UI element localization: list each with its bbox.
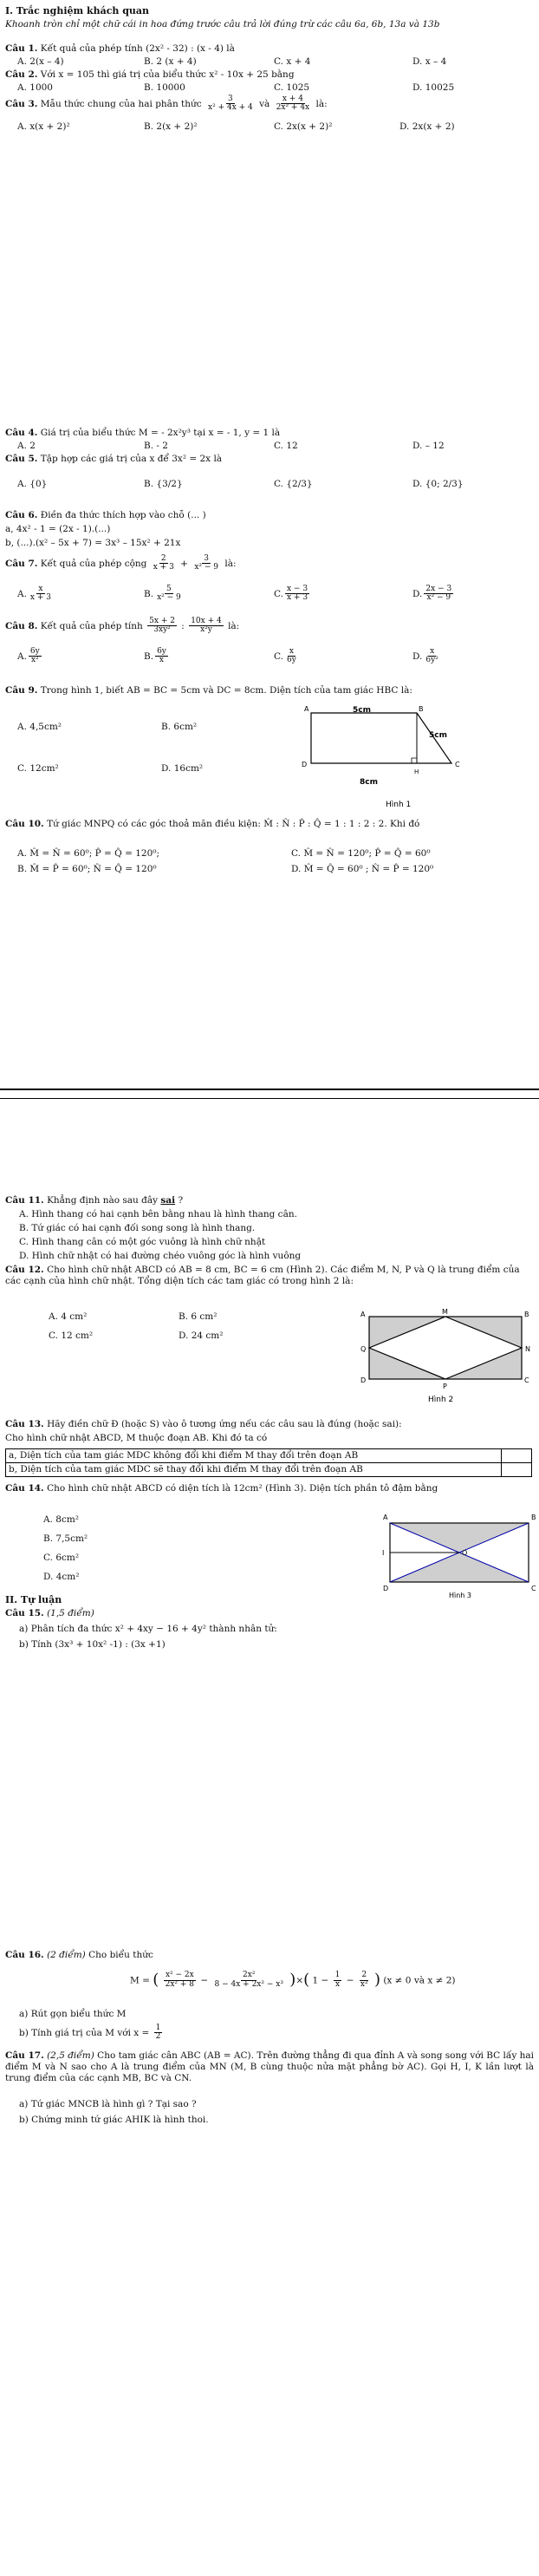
question-label: Câu 7. — [5, 558, 38, 569]
true-false-table — [5, 1448, 532, 1477]
part-b-text: b) Tính giá trị của M với x = — [19, 2027, 150, 2038]
numerator: 1 — [334, 1971, 341, 1980]
question-11 — [5, 1195, 534, 1206]
question-text: Cho hình chữ nhật ABCD có AB = 8 cm, BC = 6 cm (Hình 2). Các điểm M, N, P và Q là trung điểm của các cạnh của hình chữ nhật. Tổng diện tích các tam giác có trong hình 2 là: — [5, 1265, 520, 1287]
q16-part-a[interactable]: a) Rút gọn biểu thức M — [19, 2009, 127, 2019]
question-text: Kết quả của phép tính (2x² - 32) : (x - 4) là — [40, 43, 235, 54]
score: (1,5 điểm) — [47, 1608, 94, 1618]
score: (2,5 điểm) — [47, 2050, 94, 2061]
question-label: Câu 4. — [5, 428, 38, 438]
denominator: x + 3 — [29, 593, 51, 603]
numerator: x − 3 — [287, 585, 308, 593]
question-text: Với x = 105 thì giá trị của biểu thức x² - 10x + 25 bằng — [40, 69, 295, 80]
q15-part-a[interactable]: a) Phân tích đa thức x² + 4xy − 16 + 4y² thành nhân tử: — [19, 1624, 277, 1634]
option-d[interactable]: D. x – 4 — [412, 56, 447, 67]
denominator: 2 — [155, 2032, 161, 2042]
option-b[interactable]: B. 6 cm² — [179, 1311, 218, 1322]
option-a[interactable]: A. 4 cm² — [49, 1311, 88, 1322]
statement-a: a, Diện tích của tam giác MDC không đổi khi điểm M thay đổi trên đoạn AB — [6, 1449, 502, 1463]
numerator: 6y — [157, 647, 166, 656]
question-text: Mẫu thức chung của hai phân thức — [40, 98, 202, 109]
fraction — [334, 1971, 342, 1989]
fraction — [213, 1971, 285, 1989]
option-letter: A. — [17, 588, 27, 599]
denominator: x² − 9 — [157, 593, 181, 603]
shaded-region-bottom — [390, 1553, 529, 1582]
label-n: N — [525, 1345, 530, 1353]
question-label: Câu 17. — [5, 2050, 44, 2061]
instruction: Khoanh tròn chỉ một chữ cái in hoa đứng trước câu trả lời đúng trừ các câu 6a, 6b, 13a và 13b — [5, 19, 440, 29]
expr-mid: 1 − — [312, 1975, 329, 1986]
page-divider — [0, 1098, 539, 1099]
q6-part-b[interactable]: b, (...).(x² – 5x + 7) = 3x³ – 15x² + 21x — [5, 538, 181, 548]
fraction — [29, 648, 42, 665]
question-tail: là: — [224, 558, 237, 569]
label-q: Q — [360, 1345, 367, 1353]
question-text: Tứ giác MNPQ có các góc thoả mãn điều kiện: M̂ : N̂ : P̂ : Q̂ = 1 : 1 : 2 : 2. Khi đó — [47, 819, 420, 829]
option-a[interactable]: A. Hình thang có hai cạnh bên bằng nhau là hình thang cân. — [19, 1209, 297, 1219]
table-row — [6, 1463, 532, 1477]
option-b[interactable]: B. M̂ = P̂ = 60⁰; N̂ = Q̂ = 120⁰ — [17, 864, 157, 874]
label-m: M — [442, 1308, 448, 1316]
question-12 — [5, 1265, 534, 1287]
question-label: Câu 8. — [5, 620, 38, 631]
option-d[interactable]: D. – 12 — [412, 441, 445, 451]
option-c[interactable]: C. 12 cm² — [49, 1330, 94, 1341]
numerator: 3 — [204, 554, 210, 563]
question-9 — [5, 685, 534, 696]
q13-table-wrap — [5, 1448, 534, 1477]
option-b[interactable]: B. 2(x + 2)² — [144, 121, 198, 132]
numerator: 10x + 4 — [191, 617, 222, 625]
option-a[interactable]: A. 4,5cm² — [17, 722, 62, 732]
label-c: C — [524, 1376, 529, 1384]
answer-cell-b[interactable] — [502, 1463, 532, 1477]
question-label: Câu 10. — [5, 819, 44, 829]
option-c[interactable] — [274, 648, 300, 665]
option-letter: D. — [412, 651, 423, 662]
numerator: 2x − 3 — [425, 585, 452, 593]
option-c[interactable]: C. M̂ = N̂ = 120⁰; P̂ = Q̂ = 60⁰ — [291, 848, 431, 859]
score: (2 điểm) — [47, 1950, 86, 1960]
question-label: Câu 1. — [5, 43, 38, 54]
option-c[interactable]: C. 2x(x + 2)² — [274, 121, 333, 132]
fraction — [275, 95, 311, 113]
q17-part-a[interactable]: a) Tứ giác MNCB là hình gì ? Tại sao ? — [19, 2099, 197, 2109]
fraction — [154, 2024, 163, 2042]
question-subtext: Cho hình chữ nhật ABCD, M thuộc đoạn AB. Khi đó ta có — [5, 1433, 268, 1443]
question-label: Câu 13. — [5, 1419, 44, 1429]
question-14 — [5, 1483, 534, 1494]
question-text: Kết quả của phép tính — [40, 620, 143, 631]
condition: (x ≠ 0 và x ≠ 2) — [383, 1975, 456, 1986]
option-c[interactable]: C. 1025 — [274, 82, 310, 93]
question-1 — [5, 43, 534, 55]
option-c[interactable]: C. x + 4 — [274, 56, 311, 67]
label-d: D — [302, 761, 308, 768]
denominator: 6y² — [425, 656, 438, 665]
question-text: Giá trị của biểu thức M = - 2x²y³ tại x = - 1, y = 1 là — [40, 428, 281, 438]
fraction — [152, 555, 176, 572]
denominator: x² — [30, 656, 39, 665]
option-a[interactable]: A. 8cm² — [43, 1514, 79, 1525]
question-text: Cho hình chữ nhật ABCD có diện tích là 12cm² (Hình 3). Diện tích phần tô đậm bằng — [47, 1483, 438, 1494]
option-letter: B. — [144, 651, 154, 662]
option-c[interactable]: C. Hình thang cân có một góc vuông là hình chữ nhật — [19, 1237, 266, 1247]
option-d[interactable]: D. 4cm² — [43, 1572, 80, 1582]
question-16 — [5, 1950, 534, 1961]
denominator: x — [335, 1979, 341, 1989]
page-divider — [0, 1089, 539, 1090]
operator: + — [180, 558, 188, 569]
figure-caption: Hình 3 — [449, 1592, 472, 1599]
numerator: x — [430, 647, 435, 656]
option-b[interactable] — [144, 648, 170, 665]
question-2 — [5, 69, 534, 81]
option-d[interactable]: D. Hình chữ nhật có hai đường chéo vuông góc là hình vuông — [19, 1251, 302, 1261]
option-d[interactable] — [412, 585, 455, 603]
option-d[interactable]: D. {0; 2/3} — [412, 479, 464, 489]
option-c[interactable]: C. 6cm² — [43, 1553, 80, 1563]
option-b[interactable]: B. Tứ giác có hai cạnh đối song song là hình thang. — [19, 1223, 256, 1233]
denominator: x²y — [200, 625, 212, 635]
question-13 — [5, 1419, 534, 1430]
option-d[interactable]: D. 2x(x + 2) — [399, 121, 455, 132]
table-row — [6, 1449, 532, 1463]
question-tail: là: — [228, 620, 240, 631]
question-text: Tập hợp các giá trị của x để 3x² = 2x là — [40, 454, 223, 464]
numerator: 5 — [166, 585, 172, 593]
question-label: Câu 16. — [5, 1950, 44, 1960]
question-5 — [5, 454, 534, 465]
option-letter: B. — [144, 588, 154, 599]
question-7 — [5, 555, 534, 572]
figure-caption: Hình 2 — [428, 1396, 454, 1404]
operator: − — [346, 1975, 354, 1986]
label-o: O — [462, 1549, 468, 1557]
numerator: x² − 2x — [165, 1971, 194, 1980]
question-label: Câu 14. — [5, 1483, 44, 1494]
question-label: Câu 5. — [5, 454, 38, 464]
label-b: B — [524, 1311, 529, 1318]
label-c: C — [531, 1585, 536, 1592]
question-3 — [5, 95, 534, 113]
fraction — [29, 585, 53, 603]
label-d: D — [383, 1585, 389, 1592]
q6-part-a[interactable]: a, 4x² - 1 = (2x - 1).(...) — [5, 524, 111, 534]
option-letter: C. — [274, 588, 283, 599]
numerator: x + 4 — [282, 95, 303, 103]
option-a[interactable] — [17, 648, 43, 665]
label-b: B — [531, 1514, 536, 1521]
option-c[interactable]: C. 12cm² — [17, 763, 59, 774]
fraction — [359, 1971, 370, 1989]
option-d[interactable]: D. 16cm² — [161, 763, 204, 774]
figure-caption: Hình 1 — [386, 801, 412, 809]
fraction — [424, 648, 439, 665]
option-a[interactable]: A. M̂ = N̂ = 60⁰; P̂ = Q̂ = 120⁰; — [17, 848, 159, 859]
question-label: Câu 2. — [5, 69, 38, 80]
shaded-triangle-top — [390, 1523, 529, 1553]
label-a: A — [304, 705, 309, 713]
question-6 — [5, 510, 534, 521]
option-letter: A. — [17, 651, 27, 662]
numerator: 2 — [361, 1971, 367, 1980]
question-17 — [5, 2050, 534, 2084]
numerator: 1 — [155, 2024, 161, 2032]
numerator: x — [289, 647, 294, 656]
right-angle-mark — [412, 758, 417, 763]
option-d[interactable] — [412, 648, 442, 665]
denominator: 2x² + 8 — [165, 1979, 195, 1989]
option-a[interactable] — [17, 585, 55, 603]
option-b[interactable]: B. 6cm² — [161, 722, 198, 732]
fraction — [192, 555, 220, 572]
denominator: 8 − 4x + 2x² − x³ — [214, 1979, 283, 1989]
numerator: 2x² — [243, 1971, 256, 1980]
label-h: H — [414, 768, 419, 775]
option-b[interactable]: B. 2 (x + 4) — [144, 56, 197, 67]
figure-2 — [357, 1308, 539, 1405]
q16-part-b[interactable] — [19, 2024, 539, 2042]
label-i: I — [382, 1549, 385, 1557]
figure-1 — [299, 704, 539, 817]
option-a[interactable]: A. x(x + 2)² — [17, 121, 70, 132]
label-b: B — [419, 705, 424, 713]
option-b[interactable]: B. {3/2} — [144, 479, 183, 489]
option-letter: C. — [274, 651, 283, 662]
label-a: A — [383, 1514, 388, 1521]
answer-cell-a[interactable] — [502, 1449, 532, 1463]
fraction — [285, 585, 309, 603]
option-b[interactable]: B. 7,5cm² — [43, 1533, 88, 1544]
question-label: Câu 6. — [5, 510, 38, 520]
option-d[interactable]: D. 10025 — [412, 82, 455, 93]
question-tail: là: — [315, 98, 328, 109]
statement-b: b, Diện tích của tam giác MDC sẽ thay đổi khi điểm M thay đổi trên đoạn AB — [6, 1463, 502, 1477]
option-b[interactable]: B. - 2 — [144, 441, 168, 451]
fraction — [206, 95, 255, 113]
label-p: P — [443, 1383, 447, 1390]
option-b[interactable] — [144, 585, 185, 603]
denominator: 3xy² — [153, 625, 171, 635]
fraction — [285, 648, 298, 665]
question-8 — [5, 618, 534, 635]
fraction — [155, 648, 168, 665]
numerator: 3 — [228, 95, 233, 103]
label-dc-length: 8cm — [360, 778, 378, 787]
label-d: D — [360, 1376, 367, 1384]
question-10 — [5, 819, 534, 830]
expression-m: M = ( $\frac{\text{x² − 2x}}{\text{2x² + 8}}$ − $\frac{\text{2x²}}{\text{8 − 4x + 2x² − x³}}$ )×( 1 − $\frac{1}{x}$ − $\frac{2}{\text{x²}}$ ) (x ≠ 0 và x ≠ 2) — [130, 1971, 456, 1989]
question-text: Khẳng định nào sau đây — [47, 1195, 159, 1206]
label-c: C — [455, 761, 460, 768]
option-c[interactable]: C. 12 — [274, 441, 298, 451]
option-d[interactable]: D. 24 cm² — [179, 1330, 224, 1341]
question-label: Câu 12. — [5, 1265, 44, 1275]
question-text: Trong hình 1, biết AB = BC = 5cm và DC = 8cm. Diện tích của tam giác HBC là: — [40, 685, 412, 696]
fraction — [155, 585, 183, 603]
fraction — [147, 618, 177, 635]
label-ab-length: 5cm — [353, 706, 371, 715]
conjunction: và — [259, 98, 270, 109]
numerator: 5x + 2 — [149, 617, 175, 625]
label-a: A — [360, 1311, 366, 1318]
option-a[interactable]: A. {0} — [17, 479, 48, 489]
denominator: x + 3 — [287, 593, 308, 603]
option-c[interactable]: C. {2/3} — [274, 479, 313, 489]
q15-part-b[interactable]: b) Tính (3x³ + 10x² -1) : (3x +1) — [19, 1639, 166, 1650]
denominator: 2x² + 4x — [276, 103, 310, 113]
option-c[interactable] — [274, 585, 311, 603]
emphasis-sai: sai — [160, 1195, 176, 1206]
q17-part-b[interactable]: b) Chứng minh tứ giác AHIK là hình thoi. — [19, 2115, 209, 2125]
option-a[interactable]: A. 2 — [17, 441, 36, 451]
option-a[interactable]: A. 1000 — [17, 82, 53, 93]
denominator: x² − 9 — [426, 593, 451, 603]
question-text: Cho biểu thức — [88, 1950, 153, 1960]
question-text: Kết quả của phép cộng — [40, 558, 147, 569]
question-tail: ? — [178, 1195, 184, 1206]
denominator: x — [159, 656, 164, 665]
denominator: x² − 9 — [194, 563, 219, 572]
operator: − — [200, 1975, 209, 1986]
label-bc-length: 5cm — [429, 731, 447, 740]
numerator: x — [38, 585, 43, 593]
denominator: 6y — [287, 656, 296, 665]
expr-lhs: M = — [130, 1975, 150, 1986]
question-text: Điền đa thức thích hợp vào chỗ (... ) — [40, 510, 206, 520]
question-label: Câu 3. — [5, 98, 38, 109]
fraction — [424, 585, 453, 603]
question-label: Câu 15. — [5, 1608, 44, 1618]
question-label: Câu 11. — [5, 1195, 44, 1206]
numerator: 6y — [29, 647, 40, 656]
fraction — [164, 1971, 196, 1989]
section-title: I. Trắc nghiệm khách quan — [5, 5, 150, 16]
fraction — [189, 618, 224, 635]
section-title: II. Tự luận — [5, 1594, 62, 1605]
question-4 — [5, 428, 534, 439]
question-label: Câu 9. — [5, 685, 38, 696]
question-text: Cho tam giác cân ABC (AB = AC). Trên đường thẳng đi qua đỉnh A và song song với BC lấy hai điểm M và N sao cho A là trung điểm của MN (M, B cùng thuộc nửa mặt phẳng bờ AC). Gọi H, I, K lần lượt là trung điểm của các cạnh MB, BC và CN. — [5, 2050, 535, 2084]
option-a[interactable]: A. 2(x – 4) — [17, 56, 64, 67]
denominator: x² — [360, 1979, 368, 1989]
question-text: Hãy điền chữ Đ (hoặc S) vào ô tương ứng nếu các câu sau là đúng (hoặc sai): — [47, 1419, 402, 1429]
operator: : — [181, 620, 185, 631]
numerator: 2 — [160, 554, 166, 563]
option-d[interactable]: D. M̂ = Q̂ = 60⁰ ; N̂ = P̂ = 120⁰ — [291, 864, 434, 874]
question-15 — [5, 1608, 534, 1619]
denominator: x + 3 — [153, 563, 174, 572]
option-letter: D. — [412, 588, 423, 599]
denominator: x² + 4x + 4 — [208, 103, 253, 113]
option-b[interactable]: B. 10000 — [144, 82, 185, 93]
